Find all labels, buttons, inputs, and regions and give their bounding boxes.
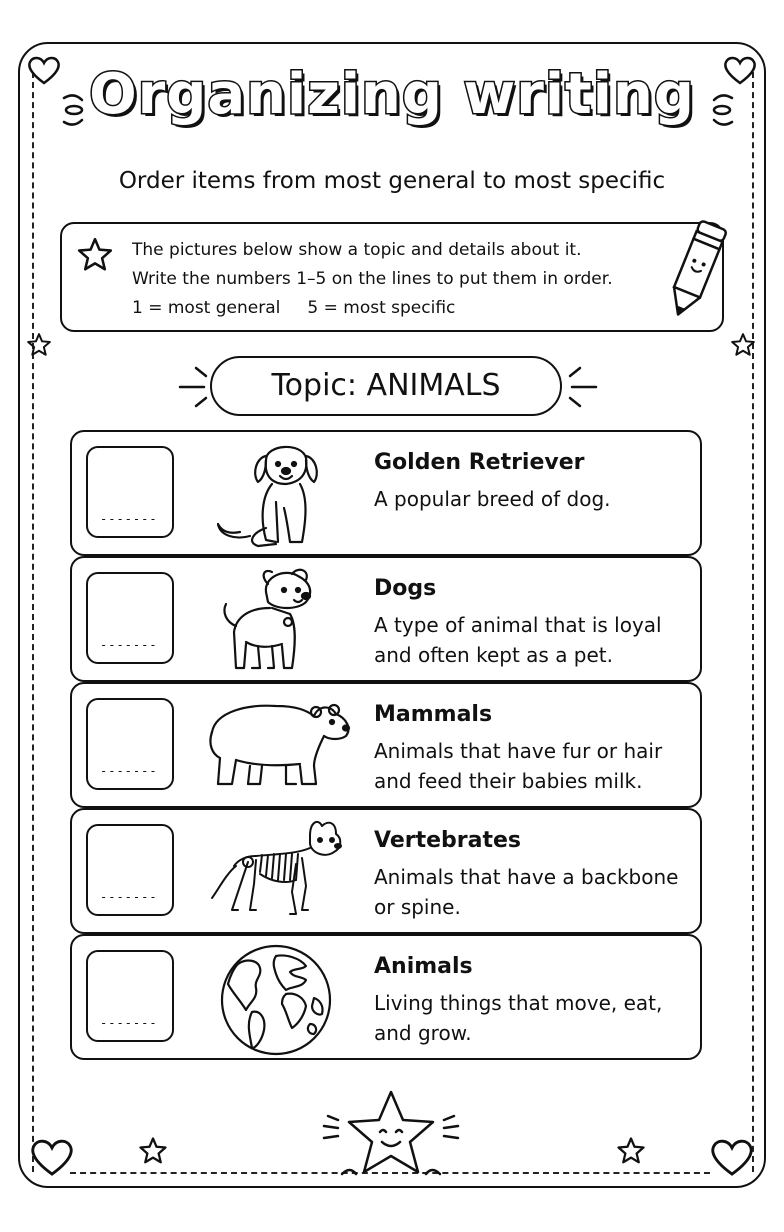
topic-label: Topic: ANIMALS — [210, 356, 562, 416]
list-item — [70, 934, 702, 1060]
star-icon — [26, 332, 52, 358]
item-name: Mammals — [374, 702, 493, 727]
instructions-line-1: The pictures below show a topic and details about it. — [132, 240, 582, 260]
answer-box[interactable] — [86, 446, 174, 538]
answer-box[interactable] — [86, 824, 174, 916]
star-icon — [730, 332, 756, 358]
heart-icon — [28, 1136, 76, 1178]
instructions-line-2: Write the numbers 1–5 on the lines to put them in order. — [132, 269, 613, 289]
answer-line: ------- — [100, 512, 158, 526]
item-name: Dogs — [374, 576, 437, 601]
bear-icon — [206, 688, 356, 804]
dog-icon — [206, 562, 356, 678]
answer-line: ------- — [100, 1016, 158, 1030]
page-title: Organizing writing — [89, 62, 695, 127]
golden-retriever-icon — [206, 436, 356, 552]
star-icon — [76, 236, 114, 274]
answer-box[interactable] — [86, 698, 174, 790]
item-name: Golden Retriever — [374, 450, 585, 475]
star-icon — [616, 1136, 646, 1166]
list-item — [70, 682, 702, 808]
pencil-icon — [660, 214, 732, 326]
list-item — [70, 556, 702, 682]
item-description: Animals that have fur or hair and feed their babies milk. — [374, 739, 663, 793]
item-description: Animals that have a backbone or spine. — [374, 865, 679, 919]
instructions-box — [60, 222, 724, 332]
item-description: A popular breed of dog. — [374, 487, 611, 511]
answer-line: ------- — [100, 890, 158, 904]
answer-box[interactable] — [86, 950, 174, 1042]
list-item — [70, 430, 702, 556]
heart-icon — [708, 1136, 756, 1178]
list-item — [70, 808, 702, 934]
smiling-star-icon — [316, 1086, 466, 1182]
answer-line: ------- — [100, 764, 158, 778]
dashed-border-right — [752, 72, 754, 1172]
item-name: Vertebrates — [374, 828, 522, 853]
skeleton-icon — [206, 814, 356, 930]
dashed-border-left — [32, 72, 34, 1172]
item-description: A type of animal that is loyal and often kept as a pet. — [374, 613, 662, 667]
ray-decoration-icon — [174, 362, 210, 412]
answer-box[interactable] — [86, 572, 174, 664]
instructions-line-3: 1 = most general 5 = most specific — [132, 298, 456, 318]
ray-decoration-icon — [566, 362, 602, 412]
star-icon — [138, 1136, 168, 1166]
item-description: Living things that move, eat, and grow. — [374, 991, 663, 1045]
answer-line: ------- — [100, 638, 158, 652]
page-subtitle: Order items from most general to most specific — [118, 168, 666, 194]
item-name: Animals — [374, 954, 473, 979]
globe-icon — [206, 940, 356, 1056]
